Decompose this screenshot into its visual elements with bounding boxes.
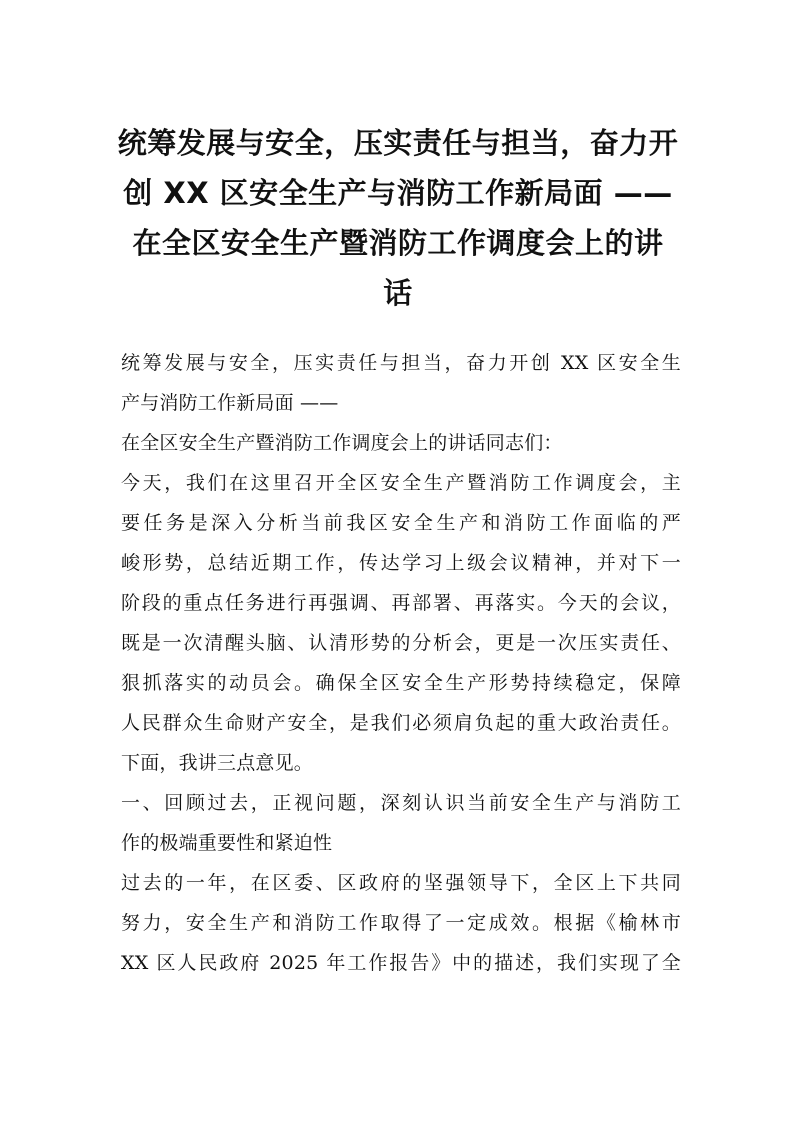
body-line: 今天，我们在这里召开全区安全生产暨消防工作调度会，主 [121,472,681,494]
document-body [121,343,681,983]
body-line: 统筹发展与安全，压实责任与担当，奋力开创 XX 区安全生 [121,352,681,374]
section-heading-line: 一、回顾过去，正视问题，深刻认识当前安全生产与消防工 [121,792,681,814]
body-line: 努力，安全生产和消防工作取得了一定成效。根据《榆林市 [121,912,681,934]
title-line: 统筹发展与安全，压实责任与担当，奋力开 [117,126,679,160]
body-line: 过去的一年，在区委、区政府的坚强领导下，全区上下共同 [121,872,681,894]
title-line: 话 [383,276,413,310]
body-line: 狠抓落实的动员会。确保全区安全生产形势持续稳定，保障 [121,672,681,694]
title-line: 创 XX 区安全生产与消防工作新局面 —— [123,176,673,210]
body-line: XX 区人民政府 2025 年工作报告》中的描述，我们实现了全 [121,952,681,974]
body-line: 峻形势，总结近期工作，传达学习上级会议精神，并对下一 [121,552,681,574]
section-heading-line: 作的极端重要性和紧迫性 [121,832,333,854]
body-line: 阶段的重点任务进行再强调、再部署、再落实。今天的会议， [121,592,681,614]
body-line: 下面，我讲三点意见。 [121,752,314,774]
body-line: 要任务是深入分析当前我区安全生产和消防工作面临的严 [121,512,681,534]
title-line: 在全区安全生产暨消防工作调度会上的讲 [132,226,664,260]
document-title [112,118,684,318]
body-line: 既是一次清醒头脑、认清形势的分析会，更是一次压实责任、 [121,632,681,654]
body-line: 产与消防工作新局面 —— [121,392,339,414]
body-line: 在全区安全生产暨消防工作调度会上的讲话同志们： [121,432,563,454]
body-line: 人民群众生命财产安全，是我们必须肩负起的重大政治责任。 [121,712,681,734]
